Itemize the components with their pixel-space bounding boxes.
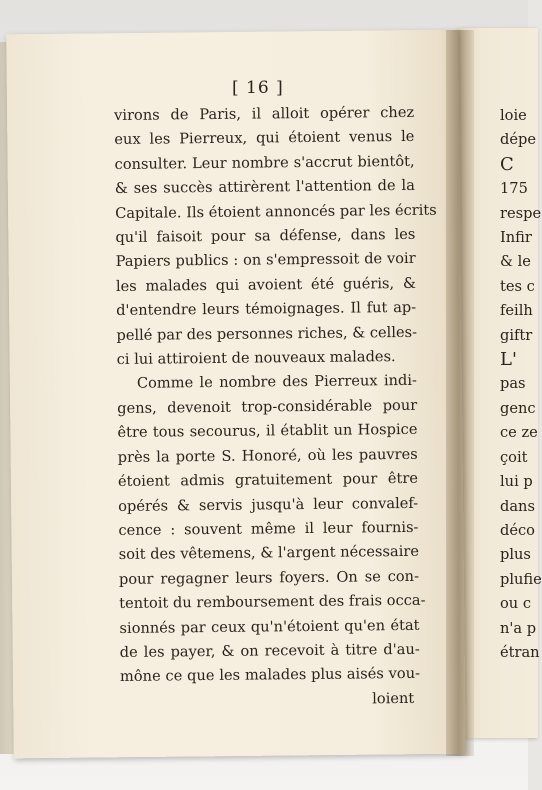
text-line: les malades qui avoient été guéris, & [115,274,416,295]
text-line: Capitale. Ils étoient annoncés par les écrits [115,201,437,222]
text-fragment: C [500,153,514,175]
text-line: soit des vêtemens, & l'argent nécessaire [118,543,420,564]
text-fragment: çoit [500,448,528,466]
text-fragment: giftr [500,326,533,344]
text-fragment: dans [500,497,535,515]
text-line: près la porte S. Honoré, où les pauvres [117,445,418,466]
text-line: opérés & servis jusqu'à leur convalef- [118,494,419,515]
text-line: virons de Paris, il alloit opérer chez [114,103,415,124]
text-line: qu'il faisoit pour sa défense, dans les [115,225,416,247]
text-line: Papiers publics : on s'empressoit de voir [115,250,416,271]
text-line: pour regagner leurs foyers. On se con- [118,567,420,588]
text-fragment: lui p [500,473,533,491]
right-page-text [500,104,540,665]
text-fragment: étran [500,643,540,661]
text-line: tentoit du remboursement des frais occa- [119,591,426,613]
paragraph-start-line: Comme le nombre des Pierreux indi- [136,372,418,393]
text-fragment: tes c [500,277,535,295]
left-page-text [114,101,437,714]
text-fragment: ce ze [500,424,538,442]
text-fragment: pas [500,375,526,393]
text-fragment: respe [500,204,542,222]
text-fragment: 175 [500,180,528,198]
book-gutter [446,30,474,756]
text-line: être tous secourus, il établit un Hospice [117,421,418,442]
text-line: de les payer, & on recevoit à titre d'au- [119,640,420,661]
text-fragment: & le [500,253,531,271]
text-fragment: plus [500,546,531,564]
text-fragment: ou c [500,595,531,613]
catchword: loient [372,689,415,708]
text-line: gens, devenoit trop-considérable pour [117,396,418,417]
text-line: sionnés par ceux qu'n'étoient qu'en état [119,616,420,637]
text-line: consulter. Leur nombre s'accrut bientôt, [114,152,415,173]
text-fragment: déco [500,521,535,539]
text-fragment: L' [500,349,517,371]
text-fragment: plufie [500,570,542,588]
text-line: étoient admis gratuitement pour être [117,469,419,491]
text-line: & ses succès attirèrent l'attention de la [114,177,415,198]
page-number: [ 16 ] [232,78,284,98]
text-fragment: feilh [500,302,533,320]
text-fragment: n'a p [500,619,537,637]
text-line: eux les Pierreux, qui étoient venus le [114,128,415,149]
text-fragment: dépe [500,131,536,149]
text-fragment: Infir [500,229,532,247]
text-line: cence : souvent même il leur fournis- [118,518,419,539]
text-fragment: genc [500,399,536,417]
text-line: d'entendre leurs témoignages. Il fut ap- [116,299,417,320]
text-line: mône ce que les malades plus aisés vou- [119,665,421,686]
text-line: ci lui attiroient de nouveaux malades. [116,348,396,369]
text-fragment: loie [500,107,527,124]
text-line: pellé par des personnes riches, & celles- [116,323,418,344]
